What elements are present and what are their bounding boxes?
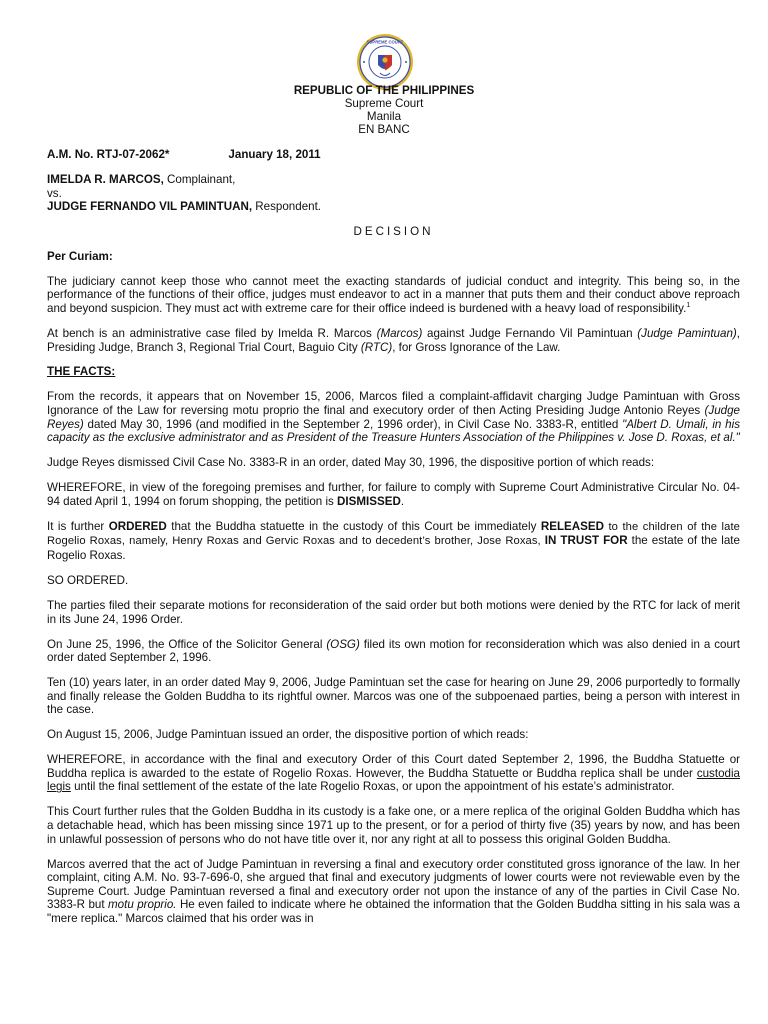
parties [47, 173, 740, 214]
court-name: Supreme Court [344, 97, 424, 110]
complainant-name: IMELDA R. MARCOS, [47, 172, 164, 186]
paragraph-14: Marcos averred that the act of Judge Pamintuan in reversing a final and executory order constituted gross ignorance of the law. In her complaint, citing A.M. No. 93-7-696-0, she argued that final and executory judgments of lower courts were not reviewable even by the Supreme Court. Judge Pamintuan reversed a final and executory order not upon the instance of any of the parties in Civil Case No. 3383-R but motu proprio. He even failed to indicate where he obtained the information that the Golden Buddha sitting in his sala was a "mere replica." Marcos claimed that his order was in [47, 857, 740, 925]
svg-text:SUPREME COURT: SUPREME COURT [366, 39, 404, 45]
decision-body [47, 148, 740, 937]
paragraph-3: From the records, it appears that on November 15, 2006, Marcos filed a complaint-affidavit charging Judge Pamintuan with Gross Ignorance of the Law for reversing motu proprio the final and executory order of then Acting Presiding Judge Antonio Reyes (Judge Reyes) dated May 30, 1996 (and modified in the September 2, 1996 order), in Civil Case No. 3383-R, entitled "Albert D. Umali, in his capacity as the exclusive administrator and as President of the Treasure Hunters Association of the Philippines v. Jose D. Roxas, et al." [47, 390, 741, 445]
case-date: January 18, 2011 [228, 148, 321, 161]
respondent-role: Respondent. [252, 200, 322, 214]
paragraph-1: The judiciary cannot keep those who cannot meet the exacting standards of judicial conduct and integrity. This being so, in the performance of the functions of their office, judges must endeavor to act in a manner that puts them and their conduct above reproach and beyond suspicion. They must act with extreme care for their office indeed is burdened with a heavy load of responsibility.$^1$ [47, 274, 740, 315]
paragraph-13: This Court further rules that the Golden Buddha in its custody is a fake one, or a mere replica of the original Golden Buddha which has a detachable head, which has been missing since 1971 up to the present, or for a period of thirty five (35) years by now, and has been in unlawful possession of persons who do not have title over it, nor any right at all to possess this original Golden Buddha. [47, 805, 740, 846]
decision-title: DECISION [353, 224, 434, 238]
paragraph-2: At bench is an administrative case filed by Imelda R. Marcos (Marcos) against Judge Fernando Vil Pamintuan (Judge Pamintuan), Presiding Judge, Branch 3, Regional Trial Court, Baguio City (RTC), for Gross Ignorance of the Law. [47, 326, 740, 354]
paragraph-6: It is further ORDERED that the Buddha statuette in the custody of this Court be immediately RELEASED to the children of the late Rogelio Roxas, namely, Henry Roxas and Gervic Roxas and to decedent’s brother, Jose Roxas, IN TRUST FOR the estate of the late Rogelio Roxas. [47, 519, 740, 562]
paragraph-8: The parties filed their separate motions for reconsideration of the said order but both motions were denied by the RTC for lack of merit in its June 24, 1996 Order. [47, 598, 740, 626]
paragraph-7: SO ORDERED. [47, 573, 129, 587]
respondent-name: JUDGE FERNANDO VIL PAMINTUAN, [47, 200, 253, 214]
paragraph-10: Ten (10) years later, in an order dated May 9, 2006, Judge Pamintuan set the case for hearing on June 29, 2006 purportedly to formally and finally release the Golden Buddha to its rightful owner. Marcos was one of the subpoenaed parties, being a person with interest in the case. [47, 676, 740, 717]
court-city: Manila [366, 110, 402, 123]
court-division: EN BANC [358, 123, 410, 136]
paragraph-11: On August 15, 2006, Judge Pamintuan issued an order, the dispositive portion of which reads: [47, 728, 529, 742]
paragraph-9: On June 25, 1996, the Office of the Solicitor General (OSG) filed its own motion for reconsideration which was also denied in a court order dated September 2, 1996. [47, 637, 740, 665]
paragraph-5: WHEREFORE, in view of the foregoing premises and further, for failure to comply with Supreme Court Administrative Circular No. 04-94 dated April 1, 1994 on forum shopping, the petition is DISMISSED. [47, 481, 740, 508]
facts-heading: THE FACTS: [47, 365, 116, 379]
versus: vs. [47, 186, 62, 200]
case-number: A.M. No. RTJ-07-2062* [47, 148, 170, 161]
per-curiam: Per Curiam: [47, 249, 113, 263]
case-number-line [47, 148, 740, 162]
republic-title: REPUBLIC OF THE PHILIPPINES [293, 84, 475, 97]
court-header [0, 84, 768, 136]
paragraph-12: WHEREFORE, in accordance with the final and executory Order of this Court dated September 2, 1996, the Buddha Statuette or Buddha replica is awarded to the estate of Rogelio Roxas. However, the Buddha Statuette or Buddha replica shall be under custodia legis until the final settlement of the estate of the late Rogelio Roxas, or upon the appointment of his estate’s administrator. [47, 753, 740, 794]
paragraph-4: Judge Reyes dismissed Civil Case No. 3383-R in an order, dated May 30, 1996, the dispositive portion of which reads: [47, 456, 655, 470]
complainant-role: Complainant, [163, 172, 236, 186]
footnote-ref[interactable]: 1 [686, 302, 691, 310]
supreme-court-seal-icon [356, 33, 414, 91]
